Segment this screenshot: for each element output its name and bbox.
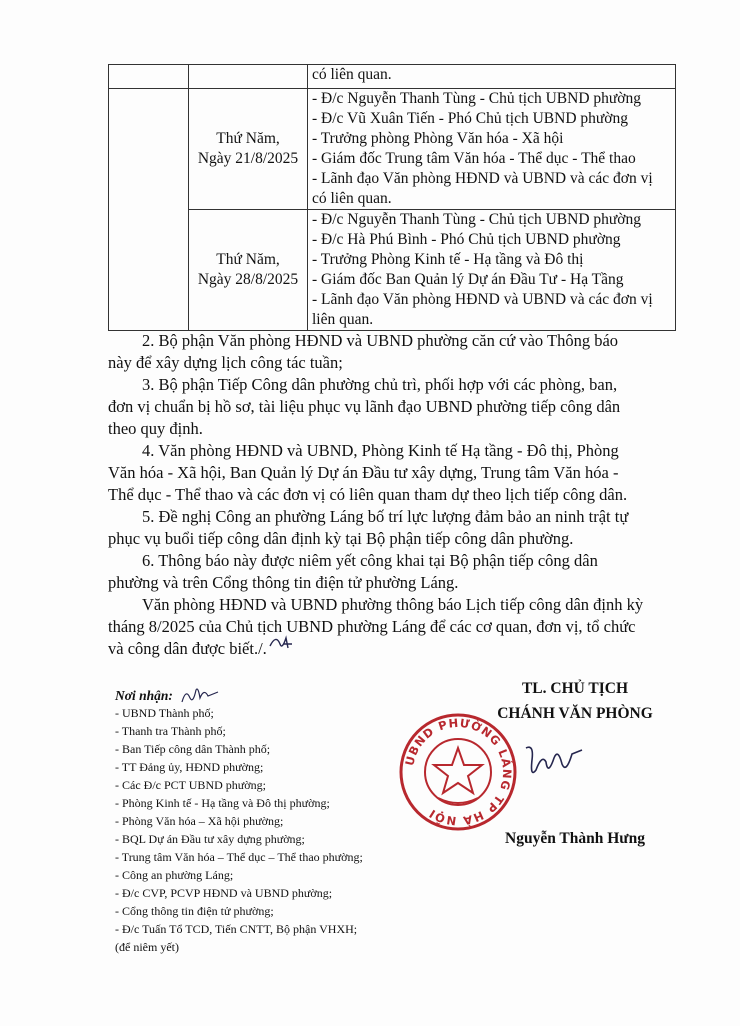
- recipients-title: Nơi nhận:: [115, 688, 173, 703]
- table-cell-attendees: có liên quan.: [308, 65, 676, 89]
- paragraph-closing: Văn phòng HĐND và UBND phường thông báo Lịch tiếp công dân định kỳ tháng 8/2025 của Chủ tịch UBND phường Láng để các cơ quan, đơn vị, tổ chức và công dân được biết./.: [108, 595, 644, 658]
- paragraph-5: 5. Đề nghị Công an phường Láng bố trí lực lượng đảm bảo an ninh trật tự phục vụ buổi tiếp công dân định kỳ tại Bộ phận tiếp công dân phường.: [108, 507, 629, 548]
- table-row: [109, 89, 676, 210]
- initial-mark-icon: [180, 684, 220, 706]
- list-item: - Thanh tra Thành phố;: [115, 724, 226, 738]
- table-cell-empty: [109, 210, 189, 331]
- handwritten-signature-icon: [520, 740, 590, 786]
- official-seal-icon: [398, 712, 518, 832]
- table-cell-attendees: - Đ/c Nguyễn Thanh Tùng - Chủ tịch UBND phường - Đ/c Hà Phú Bình - Phó Chủ tịch UBND phường - Trưởng Phòng Kinh tế - Hạ tầng và Đô thị - Giám đốc Ban Quản lý Dự án Đầu Tư - Hạ Tầng - Lãnh đạo Văn phòng HĐND và UBND và các đơn vị liên quan.: [308, 210, 676, 331]
- table-cell-date: [189, 65, 308, 89]
- table-cell-empty: [109, 89, 189, 210]
- paragraph-2: 2. Bộ phận Văn phòng HĐND và UBND phường căn cứ vào Thông báo này để xây dựng lịch công tác tuần;: [108, 331, 619, 372]
- table-cell-date: Thứ Năm, Ngày 28/8/2025: [189, 210, 308, 331]
- paragraph-4: 4. Văn phòng HĐND và UBND, Phòng Kinh tế Hạ tầng - Đô thị, Phòng Văn hóa - Xã hội, Ban Quản lý Dự án Đầu tư xây dựng, Trung tâm Văn hóa - Thể dục - Thể thao và các đơn vị có liên quan tham dự theo lịch tiếp công dân.: [108, 441, 628, 504]
- table-cell-attendees: - Đ/c Nguyễn Thanh Tùng - Chủ tịch UBND phường - Đ/c Vũ Xuân Tiến - Phó Chủ tịch UBND phường - Trưởng phòng Phòng Văn hóa - Xã hội - Giám đốc Trung tâm Văn hóa - Thể dục - Thể thao - Lãnh đạo Văn phòng HĐND và UBND và các đơn vị có liên quan.: [308, 89, 676, 210]
- list-item: - Cổng thông tin điện tử phường;: [115, 904, 274, 918]
- list-item: - Đ/c Tuấn Tổ TCD, Tiến CNTT, Bộ phận VHXH;: [115, 922, 358, 936]
- list-item: - Công an phường Láng;: [115, 868, 234, 882]
- recipients-items: [115, 704, 445, 956]
- list-item: - Trung tâm Văn hóa – Thể dục – Thể thao phường;: [115, 850, 363, 864]
- paragraph-3: 3. Bộ phận Tiếp Công dân phường chủ trì, phối hợp với các phòng, ban, đơn vị chuẩn bị hồ sơ, tài liệu phục vụ lãnh đạo UBND phường tiếp công dân theo quy định.: [108, 375, 621, 438]
- table-row: [109, 65, 676, 89]
- table-row: [109, 210, 676, 331]
- signature-title-2: CHÁNH VĂN PHÒNG: [497, 705, 653, 722]
- list-item: - Các Đ/c PCT UBND phường;: [115, 778, 266, 792]
- list-item: - Phòng Kinh tế - Hạ tầng và Đô thị phường;: [115, 796, 330, 810]
- list-item: - TT Đảng ủy, HĐND phường;: [115, 760, 264, 774]
- list-item: (để niêm yết): [115, 940, 179, 954]
- list-item: - Phòng Văn hóa – Xã hội phường;: [115, 814, 284, 828]
- signature-title-1: TL. CHỦ TỊCH: [521, 680, 629, 697]
- list-item: - UBND Thành phố;: [115, 706, 214, 720]
- schedule-table: [108, 64, 676, 331]
- list-item: - Đ/c CVP, PCVP HĐND và UBND phường;: [115, 886, 333, 900]
- initial-mark-icon: [268, 632, 294, 652]
- table-cell-date: Thứ Năm, Ngày 21/8/2025: [189, 89, 308, 210]
- seal-text: UBND PHƯỜNG LÁNG TP HÀ NỘI: [402, 715, 515, 829]
- list-item: - Ban Tiếp công dân Thành phố;: [115, 742, 271, 756]
- table-cell-empty: [109, 65, 189, 89]
- paragraph-6: 6. Thông báo này được niêm yết công khai tại Bộ phận tiếp công dân phường và trên Cổng thông tin điện tử phường Láng.: [108, 551, 598, 592]
- signer-name: Nguyễn Thành Hưng: [505, 830, 645, 847]
- recipients-list: [115, 684, 445, 956]
- list-item: - BQL Dự án Đầu tư xây dựng phường;: [115, 832, 305, 846]
